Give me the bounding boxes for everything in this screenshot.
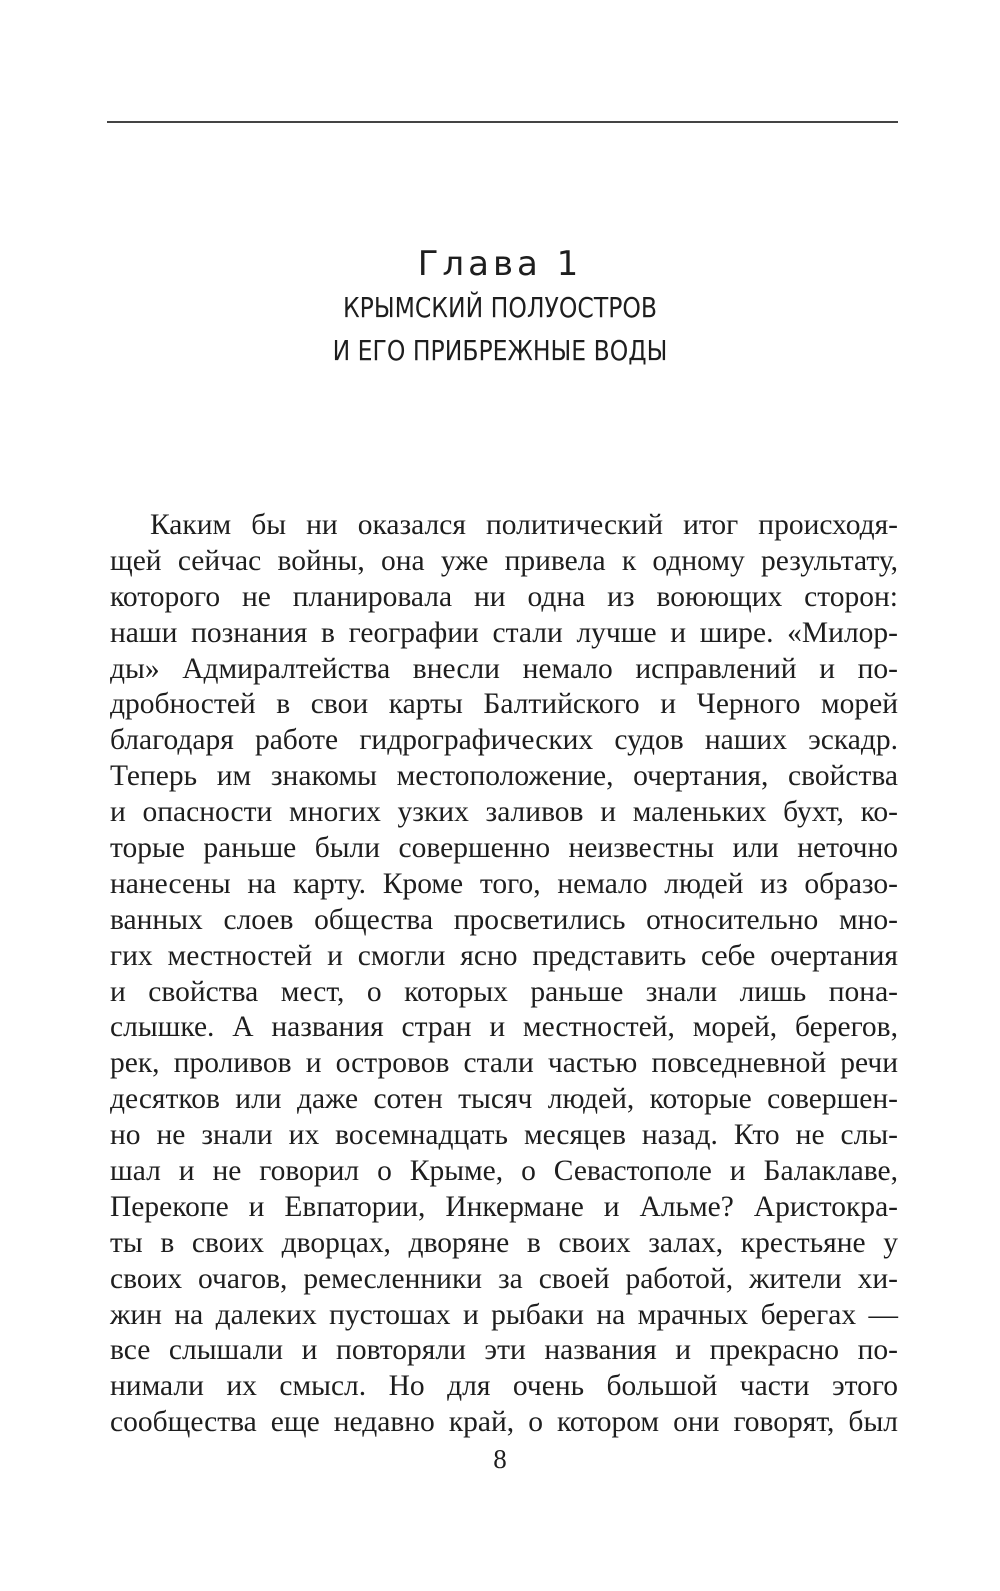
chapter-title-line: И ЕГО ПРИБРЕЖНЫЕ ВОДЫ [332, 334, 668, 367]
text-line: и свойства мест, о которых раньше знали лишь пона- [110, 975, 898, 1008]
text-line: все слышали и повторяли эти названия и прекрасно по- [110, 1334, 898, 1367]
text-line: нанесены на карту. Кроме того, немало людей из образо- [110, 867, 898, 900]
page-number: 8 [493, 1444, 507, 1474]
text-line: наши познания в географии стали лучше и шире. «Милор- [110, 616, 898, 649]
text-line: гих местностей и смогли ясно представить себе очертания [110, 939, 898, 972]
text-line: десятков или даже сотен тысяч людей, которые совершен- [110, 1083, 898, 1116]
chapter-title [80, 286, 920, 372]
text-line: рек, проливов и островов стали частью повседневной речи [110, 1047, 898, 1080]
text-line: ванных слоев общества просветились относительно мно- [110, 903, 898, 936]
text-line: своих очагов, ремесленники за своей работой, жители хи- [110, 1262, 898, 1295]
text-line: которого не планировала ни одна из воюющих сторон: [110, 580, 898, 613]
chapter-label: Глава 1 [417, 244, 583, 284]
text-line: жин на далеких пустошах и рыбаки на мрачных берегах — [110, 1298, 898, 1331]
chapter-title-line: КРЫМСКИЙ ПОЛУОСТРОВ [342, 291, 658, 324]
text-line: ды» Адмиралтейства внесли немало исправлений и по- [110, 652, 898, 685]
text-line: шал и не говорил о Крыме, о Севастополе и Балаклаве, [110, 1155, 898, 1188]
text-line: благодаря работе гидрографических судов наших эскадр. [110, 724, 898, 757]
text-line: Каким бы ни оказался политический итог происходя- [150, 509, 898, 541]
text-line: щей сейчас войны, она уже привела к одному результату, [110, 544, 898, 577]
text-line: Перекопе и Евпатории, Инкермане и Альме? Аристокра- [110, 1190, 898, 1223]
text-line: ты в своих дворцах, дворяне в своих залах, крестьяне у [110, 1226, 898, 1259]
text-line: дробностей в свои карты Балтийского и Черного морей [110, 688, 898, 721]
text-line: и опасности многих узких заливов и маленьких бухт, ко- [110, 796, 898, 829]
top-rule [107, 121, 898, 123]
text-line: торые раньше были совершенно неизвестны или неточно [110, 832, 898, 865]
text-line: сообщества еще недавно край, о котором они говорят, был [110, 1406, 898, 1439]
text-line: но не знали их восемнадцать месяцев назад. Кто не слы- [110, 1119, 898, 1152]
text-line: слышке. А названия стран и местностей, морей, берегов, [110, 1011, 898, 1044]
text-line: нимали их смысл. Но для очень большой части этого [110, 1370, 898, 1403]
body-text [110, 508, 898, 1441]
text-line: Теперь им знакомы местоположение, очертания, свойства [110, 760, 898, 793]
